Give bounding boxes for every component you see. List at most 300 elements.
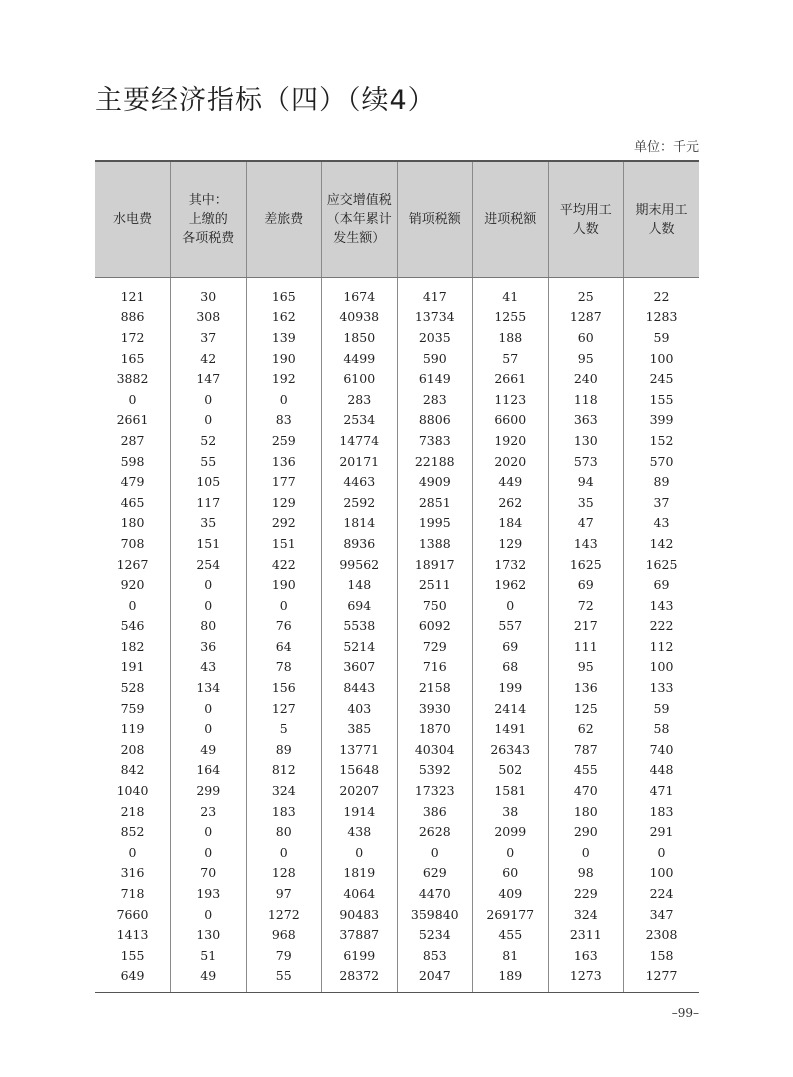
table-cell: 2414 (473, 698, 549, 719)
table-cell: 694 (322, 595, 398, 616)
table-cell: 759 (120, 700, 145, 716)
table-cell: 262 (473, 492, 549, 513)
table-cell: 590 (397, 348, 473, 369)
table-cell: 812 (246, 760, 322, 781)
table-cell: 0 (171, 389, 247, 410)
table-cell: 842 (120, 762, 145, 778)
table-cell: 438 (322, 821, 398, 842)
table-cell: 182 (120, 638, 145, 654)
column-header (397, 161, 473, 278)
table-cell: 6149 (397, 368, 473, 389)
table-cell: 324 (548, 904, 624, 925)
table-cell: 130 (548, 430, 624, 451)
table-cell: 570 (624, 451, 700, 472)
table-cell: 217 (548, 616, 624, 637)
table-cell: 64 (246, 636, 322, 657)
table-cell: 2661 (116, 412, 149, 428)
table-cell: 151 (246, 533, 322, 554)
table-cell: 224 (624, 883, 700, 904)
table-row (95, 410, 699, 431)
table-cell: 740 (624, 739, 700, 760)
table-row (95, 574, 699, 595)
table-row (95, 471, 699, 492)
table-cell: 290 (548, 821, 624, 842)
table-cell: 0 (322, 842, 398, 863)
table-cell: 100 (624, 863, 700, 884)
table-cell: 359840 (397, 904, 473, 925)
table-cell: 0 (128, 844, 137, 860)
table-cell: 0 (473, 595, 549, 616)
table-row (95, 616, 699, 637)
table-cell: 49 (171, 966, 247, 993)
table-cell: 2047 (397, 966, 473, 993)
table-cell: 750 (397, 595, 473, 616)
table-cell: 165 (246, 278, 322, 307)
table-cell: 455 (473, 924, 549, 945)
table-row (95, 801, 699, 822)
table-cell: 455 (548, 760, 624, 781)
table-cell: 208 (120, 741, 145, 757)
table-cell: 2311 (548, 924, 624, 945)
column-header-line: 上缴的 (188, 212, 228, 227)
table-cell: 7383 (397, 430, 473, 451)
table-cell: 1625 (624, 554, 700, 575)
table-cell: 269177 (473, 904, 549, 925)
table-cell: 79 (246, 945, 322, 966)
column-header-line: 差旅费 (264, 212, 304, 227)
table-cell: 2511 (397, 574, 473, 595)
table-row (95, 327, 699, 348)
table-cell: 399 (624, 410, 700, 431)
table-cell: 13734 (397, 307, 473, 328)
table-cell: 188 (473, 327, 549, 348)
table-cell: 26343 (473, 739, 549, 760)
table-cell: 573 (548, 451, 624, 472)
table-cell: 0 (128, 391, 137, 407)
data-table (95, 160, 699, 993)
table-cell: 22 (624, 278, 700, 307)
table-cell: 409 (473, 883, 549, 904)
table-cell: 1732 (473, 554, 549, 575)
table-cell: 245 (624, 368, 700, 389)
table-cell: 37 (624, 492, 700, 513)
table-row (95, 430, 699, 451)
table-cell: 180 (548, 801, 624, 822)
table-cell: 0 (548, 842, 624, 863)
table-row (95, 904, 699, 925)
table-row (95, 451, 699, 472)
table-cell: 2099 (473, 821, 549, 842)
table-cell: 1920 (473, 430, 549, 451)
table-cell: 6600 (473, 410, 549, 431)
table-cell: 8443 (322, 677, 398, 698)
table-cell: 37887 (322, 924, 398, 945)
table-cell: 121 (120, 288, 145, 304)
table-cell: 162 (246, 307, 322, 328)
table-cell: 3882 (116, 371, 149, 387)
table-cell: 417 (397, 278, 473, 307)
table-row (95, 492, 699, 513)
table-cell: 0 (473, 842, 549, 863)
table-cell: 83 (246, 410, 322, 431)
table-cell: 8936 (322, 533, 398, 554)
data-table-container (95, 160, 699, 993)
table-cell: 125 (548, 698, 624, 719)
table-row (95, 348, 699, 369)
table-cell: 557 (473, 616, 549, 637)
table-row (95, 739, 699, 760)
table-cell: 40938 (322, 307, 398, 328)
table-cell: 30 (171, 278, 247, 307)
table-cell: 1491 (473, 718, 549, 739)
table-cell: 0 (171, 821, 247, 842)
table-cell: 47 (548, 513, 624, 534)
table-cell: 787 (548, 739, 624, 760)
table-cell: 598 (120, 453, 145, 469)
table-cell: 546 (120, 618, 145, 634)
table-cell: 1870 (397, 718, 473, 739)
table-cell: 0 (128, 597, 137, 613)
table-cell: 0 (171, 595, 247, 616)
table-cell: 164 (171, 760, 247, 781)
table-cell: 0 (397, 842, 473, 863)
table-cell: 1850 (322, 327, 398, 348)
table-cell: 1267 (116, 556, 149, 572)
table-cell: 69 (473, 636, 549, 657)
table-cell: 41 (473, 278, 549, 307)
table-cell: 292 (246, 513, 322, 534)
table-cell: 95 (548, 657, 624, 678)
table-cell: 5538 (322, 616, 398, 637)
table-cell: 1388 (397, 533, 473, 554)
table-cell: 1413 (116, 927, 149, 943)
table-row (95, 698, 699, 719)
column-header (548, 161, 624, 278)
table-cell: 70 (171, 863, 247, 884)
table-cell: 0 (246, 595, 322, 616)
table-cell: 158 (624, 945, 700, 966)
table-row (95, 821, 699, 842)
table-cell: 59 (624, 698, 700, 719)
table-cell: 17323 (397, 780, 473, 801)
table-cell: 68 (473, 657, 549, 678)
table-cell: 363 (548, 410, 624, 431)
table-cell: 76 (246, 616, 322, 637)
table-row (95, 718, 699, 739)
table-cell: 240 (548, 368, 624, 389)
table-cell: 1814 (322, 513, 398, 534)
table-cell: 51 (171, 945, 247, 966)
table-cell: 1123 (473, 389, 549, 410)
table-cell: 2851 (397, 492, 473, 513)
table-cell: 20207 (322, 780, 398, 801)
table-cell: 259 (246, 430, 322, 451)
table-cell: 37 (171, 327, 247, 348)
table-row (95, 780, 699, 801)
table-cell: 49 (171, 739, 247, 760)
table-cell: 89 (624, 471, 700, 492)
table-cell: 629 (397, 863, 473, 884)
table-cell: 15648 (322, 760, 398, 781)
table-cell: 22188 (397, 451, 473, 472)
table-cell: 191 (120, 659, 145, 675)
table-cell: 192 (246, 368, 322, 389)
table-row (95, 554, 699, 575)
table-row (95, 595, 699, 616)
table-cell: 183 (246, 801, 322, 822)
table-cell: 40304 (397, 739, 473, 760)
table-cell: 139 (246, 327, 322, 348)
table-cell: 184 (473, 513, 549, 534)
table-cell: 716 (397, 657, 473, 678)
table-cell: 81 (473, 945, 549, 966)
table-cell: 136 (548, 677, 624, 698)
table-cell: 62 (548, 718, 624, 739)
table-cell: 43 (624, 513, 700, 534)
table-cell: 1819 (322, 863, 398, 884)
table-cell: 143 (624, 595, 700, 616)
column-header (322, 161, 398, 278)
table-cell: 43 (171, 657, 247, 678)
table-cell: 69 (624, 574, 700, 595)
table-cell: 0 (246, 389, 322, 410)
table-cell: 58 (624, 718, 700, 739)
table-cell: 853 (397, 945, 473, 966)
table-cell: 0 (624, 842, 700, 863)
table-cell: 1272 (246, 904, 322, 925)
table-cell: 218 (120, 803, 145, 819)
table-cell: 0 (171, 410, 247, 431)
table-cell: 1277 (624, 966, 700, 993)
table-cell: 129 (473, 533, 549, 554)
column-header-line: 其中： (188, 193, 228, 208)
table-cell: 2661 (473, 368, 549, 389)
table-row (95, 657, 699, 678)
table-row (95, 533, 699, 554)
table-cell: 155 (120, 947, 145, 963)
table-cell: 89 (246, 739, 322, 760)
table-cell: 2628 (397, 821, 473, 842)
column-header-line: 平均用工 (559, 202, 612, 218)
table-cell: 117 (171, 492, 247, 513)
table-cell: 0 (171, 718, 247, 739)
table-cell: 2158 (397, 677, 473, 698)
table-cell: 190 (246, 348, 322, 369)
table-cell: 80 (171, 616, 247, 637)
table-cell: 386 (397, 801, 473, 822)
table-cell: 308 (171, 307, 247, 328)
table-row (95, 760, 699, 781)
table-cell: 142 (624, 533, 700, 554)
table-cell: 155 (624, 389, 700, 410)
table-cell: 422 (246, 554, 322, 575)
table-cell: 177 (246, 471, 322, 492)
table-cell: 183 (624, 801, 700, 822)
table-cell: 136 (246, 451, 322, 472)
table-cell: 283 (397, 389, 473, 410)
table-cell: 152 (624, 430, 700, 451)
table-cell: 1625 (548, 554, 624, 575)
table-cell: 3607 (322, 657, 398, 678)
table-cell: 4909 (397, 471, 473, 492)
page-title: 主要经济指标（四）（续4） (95, 85, 436, 116)
table-cell: 128 (246, 863, 322, 884)
table-cell: 193 (171, 883, 247, 904)
column-header-line: 水电费 (112, 212, 152, 227)
table-cell: 465 (120, 494, 145, 510)
table-cell: 5 (246, 718, 322, 739)
table-row (95, 307, 699, 328)
table-cell: 5214 (322, 636, 398, 657)
column-header (473, 161, 549, 278)
table-cell: 0 (171, 698, 247, 719)
table-cell: 180 (120, 515, 145, 531)
table-cell: 1287 (548, 307, 624, 328)
column-header-line: 人数 (572, 221, 599, 237)
table-cell: 2308 (624, 924, 700, 945)
table-row (95, 966, 699, 993)
table-cell: 80 (246, 821, 322, 842)
table-cell: 0 (171, 842, 247, 863)
table-cell: 479 (120, 474, 145, 490)
table-cell: 36 (171, 636, 247, 657)
column-header-line: 销项税额 (408, 212, 461, 227)
table-cell: 148 (322, 574, 398, 595)
table-cell: 2592 (322, 492, 398, 513)
table-cell: 119 (120, 721, 145, 737)
unit-label: 单位：千元 (633, 140, 699, 155)
table-cell: 1255 (473, 307, 549, 328)
table-cell: 0 (246, 842, 322, 863)
table-cell: 95 (548, 348, 624, 369)
table-cell: 729 (397, 636, 473, 657)
table-cell: 347 (624, 904, 700, 925)
table-cell: 649 (95, 966, 171, 993)
table-cell: 100 (624, 657, 700, 678)
table-cell: 147 (171, 368, 247, 389)
column-header-line: 发生额） (333, 231, 386, 246)
table-cell: 112 (624, 636, 700, 657)
table-cell: 99562 (322, 554, 398, 575)
table-cell: 2035 (397, 327, 473, 348)
table-cell: 6199 (322, 945, 398, 966)
table-cell: 97 (246, 883, 322, 904)
header-row (95, 161, 699, 278)
table-cell: 13771 (322, 739, 398, 760)
table-cell: 708 (120, 535, 145, 551)
table-cell: 1995 (397, 513, 473, 534)
table-cell: 287 (120, 432, 145, 448)
table-cell: 229 (548, 883, 624, 904)
table-cell: 190 (246, 574, 322, 595)
table-cell: 403 (322, 698, 398, 719)
table-cell: 118 (548, 389, 624, 410)
table-cell: 1581 (473, 780, 549, 801)
table-cell: 222 (624, 616, 700, 637)
table-cell: 55 (171, 451, 247, 472)
table-cell: 90483 (322, 904, 398, 925)
table-cell: 448 (624, 760, 700, 781)
column-header-line: 应交增值税 (326, 193, 392, 208)
table-cell: 1674 (322, 278, 398, 307)
table-cell: 5234 (397, 924, 473, 945)
table-cell: 38 (473, 801, 549, 822)
column-header-line: 进项税额 (484, 212, 537, 227)
column-header (171, 161, 247, 278)
table-cell: 6100 (322, 368, 398, 389)
table-cell: 69 (548, 574, 624, 595)
table-cell: 254 (171, 554, 247, 575)
table-cell: 852 (120, 824, 145, 840)
table-cell: 111 (548, 636, 624, 657)
table-cell: 100 (624, 348, 700, 369)
table-row (95, 278, 699, 307)
table-cell: 28372 (322, 966, 398, 993)
table-cell: 72 (548, 595, 624, 616)
table-cell: 1273 (548, 966, 624, 993)
table-cell: 8806 (397, 410, 473, 431)
table-cell: 130 (171, 924, 247, 945)
table-row (95, 924, 699, 945)
table-cell: 189 (473, 966, 549, 993)
table-row (95, 389, 699, 410)
table-cell: 1962 (473, 574, 549, 595)
table-body (95, 278, 699, 993)
table-cell: 5392 (397, 760, 473, 781)
table-cell: 165 (120, 350, 145, 366)
table-cell: 471 (624, 780, 700, 801)
table-cell: 2020 (473, 451, 549, 472)
table-cell: 172 (120, 329, 145, 345)
column-header-line: 各项税费 (182, 231, 235, 246)
table-row (95, 863, 699, 884)
table-cell: 299 (171, 780, 247, 801)
table-cell: 60 (548, 327, 624, 348)
table-cell: 4064 (322, 883, 398, 904)
table-cell: 42 (171, 348, 247, 369)
table-cell: 324 (246, 780, 322, 801)
table-row (95, 636, 699, 657)
table-cell: 968 (246, 924, 322, 945)
table-cell: 133 (624, 677, 700, 698)
table-cell: 60 (473, 863, 549, 884)
table-cell: 316 (120, 865, 145, 881)
column-header-line: 人数 (648, 221, 675, 237)
table-cell: 127 (246, 698, 322, 719)
table-cell: 291 (624, 821, 700, 842)
table-cell: 25 (548, 278, 624, 307)
table-cell: 385 (322, 718, 398, 739)
table-cell: 57 (473, 348, 549, 369)
table-cell: 886 (120, 309, 145, 325)
table-cell: 920 (120, 577, 145, 593)
table-cell: 163 (548, 945, 624, 966)
table-cell: 0 (171, 574, 247, 595)
table-cell: 4470 (397, 883, 473, 904)
column-header-line: （本年累计 (326, 212, 392, 227)
table-cell: 449 (473, 471, 549, 492)
table-cell: 134 (171, 677, 247, 698)
table-cell: 52 (171, 430, 247, 451)
table-cell: 20171 (322, 451, 398, 472)
table-row (95, 945, 699, 966)
column-header (246, 161, 322, 278)
table-cell: 4463 (322, 471, 398, 492)
table-cell: 2534 (322, 410, 398, 431)
table-cell: 283 (322, 389, 398, 410)
table-cell: 151 (171, 533, 247, 554)
table-cell: 59 (624, 327, 700, 348)
